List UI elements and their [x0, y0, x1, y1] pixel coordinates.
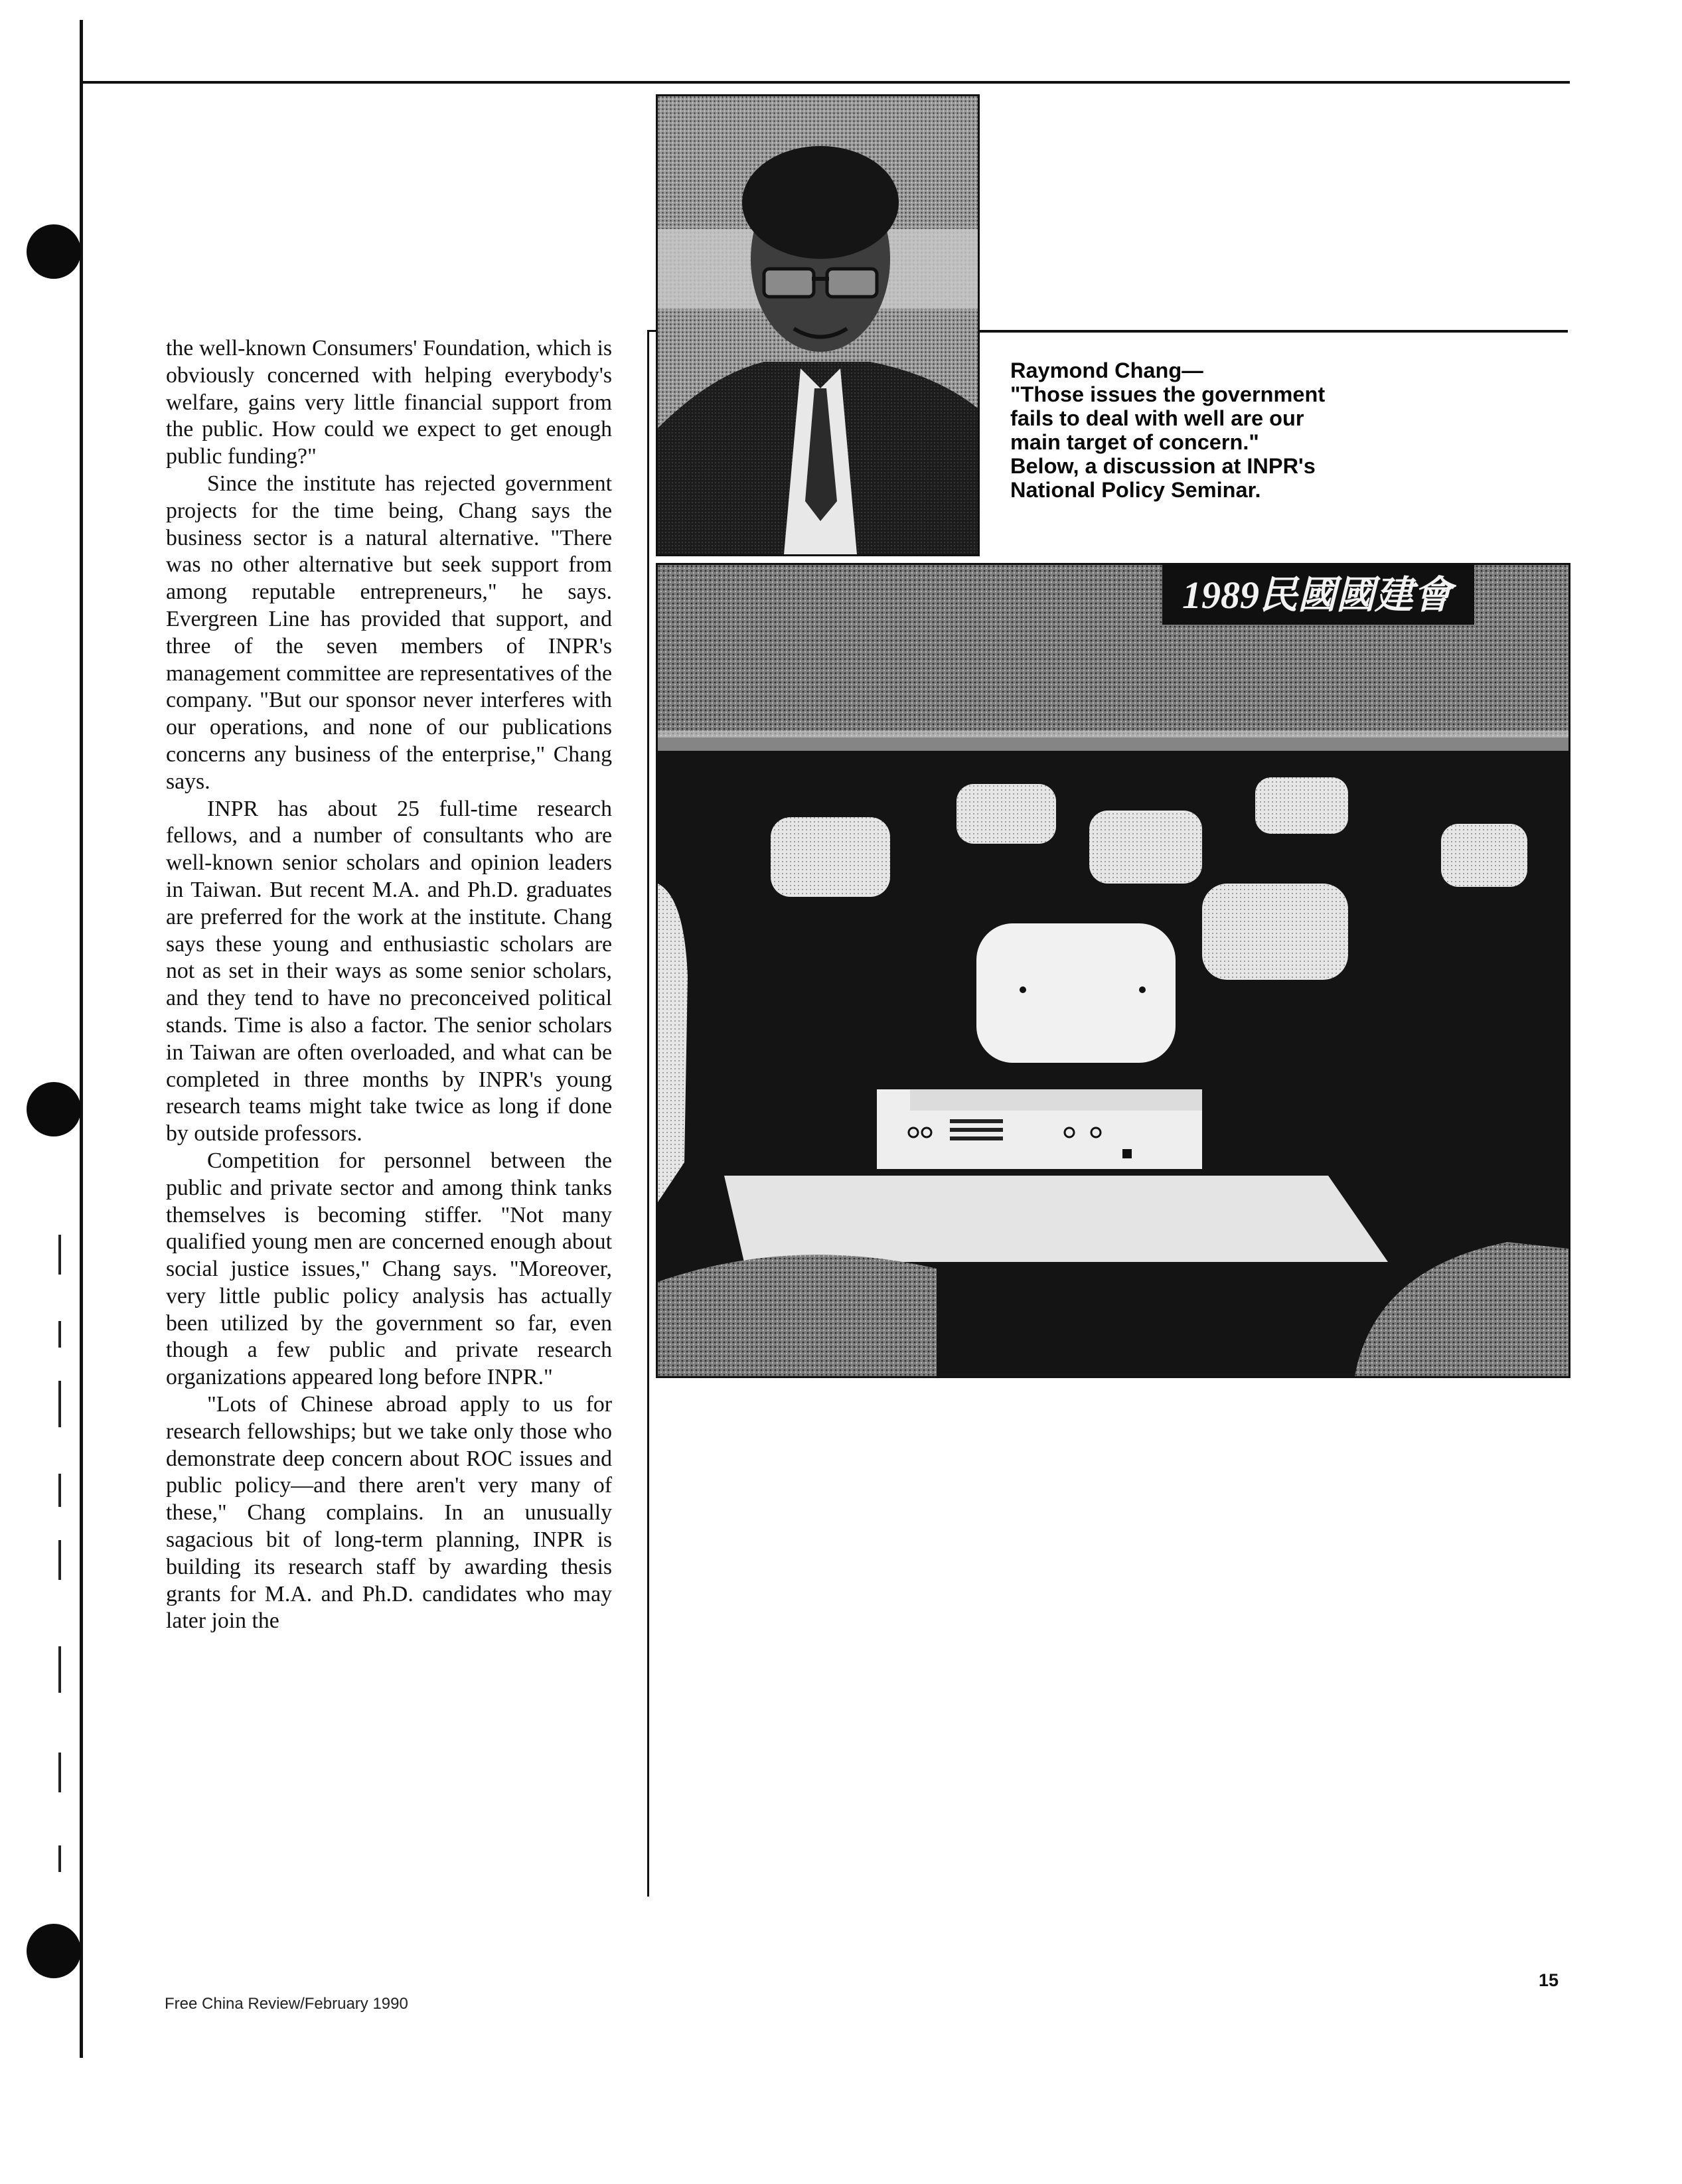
margin-mark	[58, 1321, 61, 1348]
seminar-photo	[656, 563, 1570, 1378]
article-paragraph: the well-known Consumers' Foundation, which is obviously concerned with helping everybody's welfare, gains very little financial support from the public. How could we expect to get enough public funding?"	[166, 336, 612, 469]
caption-line: Raymond Chang—	[1010, 358, 1203, 382]
caption-line: main target of concern."	[1010, 430, 1259, 454]
margin-mark	[58, 1235, 61, 1275]
punch-hole-top	[27, 224, 81, 279]
article-paragraph: Competition for personnel between the public and private sector and among think tanks themselves is becoming stiffer. "Not many qualified young men are concerned enough about social justice issues," Chang says. "Moreover, very little public policy analysis has actually been utilized by the government so far, even though a few public and private research organizations appeared long before INPR."	[166, 1148, 612, 1390]
binder-spine-line	[80, 20, 83, 2058]
margin-mark	[58, 1381, 61, 1427]
caption-line: "Those issues the government	[1010, 382, 1326, 406]
portrait-image	[658, 96, 978, 554]
caption-rule	[976, 330, 1568, 333]
page-number: 15	[1539, 1970, 1559, 1990]
caption-line: National Policy Seminar.	[1010, 478, 1261, 502]
caption-line: Below, a discussion at INPR's	[1010, 454, 1316, 478]
margin-mark	[58, 1474, 61, 1507]
margin-mark	[58, 1540, 61, 1580]
portrait-photo	[656, 94, 980, 556]
margin-mark	[58, 1845, 61, 1872]
margin-mark	[58, 1753, 61, 1792]
photo-caption	[1010, 358, 1422, 502]
column-rule	[647, 330, 649, 1897]
caption-line: fails to deal with well are our	[1010, 406, 1304, 430]
article-paragraph: INPR has about 25 full-time research fellows, and a number of consultants who are well-known senior scholars and opinion leaders in Taiwan. But recent M.A. and Ph.D. graduates are preferred for the work at the institute. Chang says these young and enthusiastic scholars are not as set in their ways as some senior scholars, and they tend to have no preconceived political stands. Time is also a factor. The senior scholars in Taiwan are often overloaded, and what can be completed in three months by INPR's young research teams might take twice as long if done by outside professors.	[166, 796, 612, 1146]
margin-mark	[58, 1646, 61, 1693]
banner-text: 1989民國國建會	[1182, 574, 1452, 617]
seminar-image	[658, 565, 1568, 1376]
article-paragraph: "Lots of Chinese abroad apply to us for research fellowships; but we take only those who demonstrate deep concern about ROC issues and public policy—and there aren't very many of these," Chang complains. In an unusually sagacious bit of long-term planning, INPR is building its research staff by awarding thesis grants for M.A. and Ph.D. candidates who may later join the	[166, 1392, 612, 1634]
page-top-rule	[80, 81, 1570, 84]
article-paragraph: Since the institute has rejected government projects for the time being, Chang says the business sector is a natural alternative. "There was no other alternative but seek support from among reputable entrepreneurs," he says. Evergreen Line has provided that support, and three of the seven members of INPR's management committee are representatives of the company. "But our sponsor never interferes with our operations, and none of our publications concerns any business of the enterprise," Chang says.	[166, 471, 612, 794]
punch-hole-bottom	[27, 1924, 81, 1978]
footer-source: Free China Review/February 1990	[165, 1995, 408, 2013]
punch-hole-middle	[27, 1082, 81, 1136]
article-column	[166, 335, 612, 1635]
